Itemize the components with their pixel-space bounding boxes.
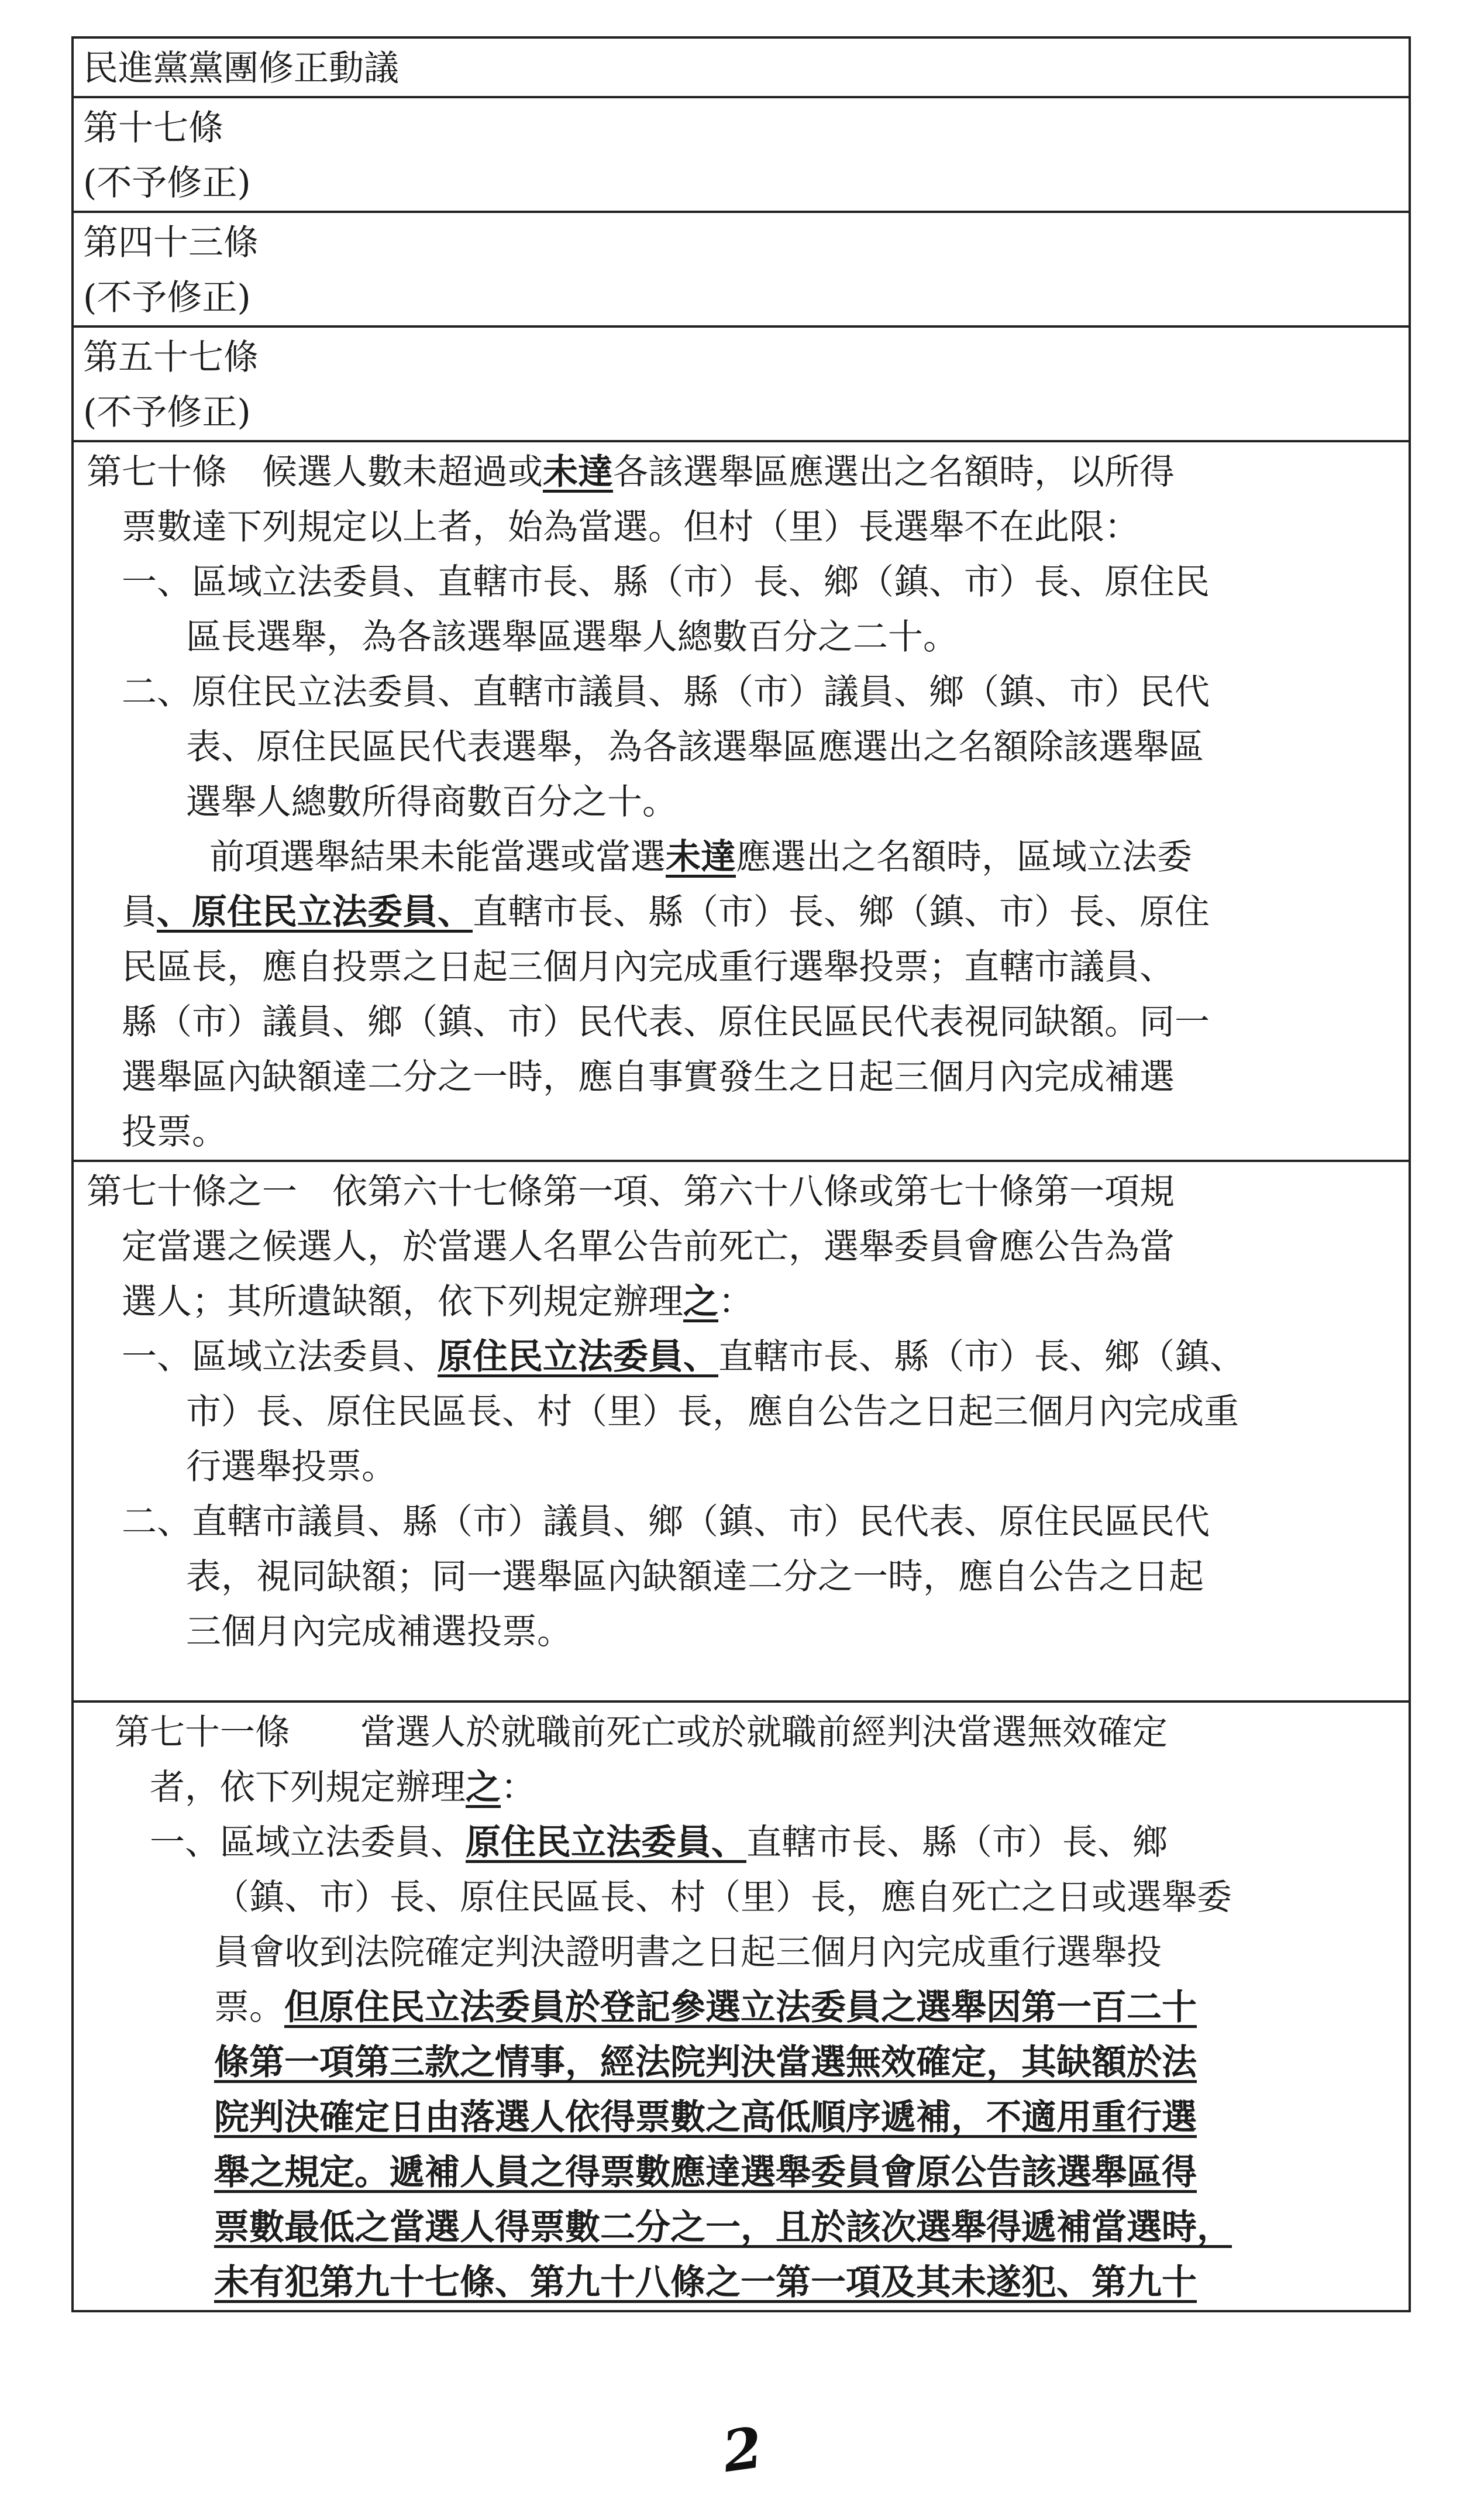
text-run: 直轄市長、縣（市）長、鄉（鎮、 <box>718 1336 1245 1377</box>
article-70-1-line: 表，視同缺額；同一選舉區內缺額達二分之一時，應自公告之日起 <box>186 1556 1204 1597</box>
article-71-line <box>115 1760 1403 1815</box>
amendment-table <box>71 36 1411 2312</box>
article-70-1-line: 市）長、原住民區長、村（里）長，應自公告之日起三個月內完成重 <box>186 1391 1239 1432</box>
amended-text: 未達 <box>666 837 736 878</box>
text-run: 員 <box>122 892 157 933</box>
amended-text: 未達 <box>543 452 613 493</box>
amended-text: 原住民立法委員、 <box>466 1822 746 1863</box>
article-70-line: 選舉區內缺額達二分之一時，應自事實發生之日起三個月內完成補選 <box>122 1057 1175 1098</box>
article-70-1-line <box>87 1329 1403 1384</box>
article-70-line: 區長選舉，為各該選舉區選舉人總數百分之二十。 <box>186 617 958 658</box>
article-70-line <box>87 885 1403 940</box>
article-71-line: （鎮、市）長、原住民區長、村（里）長，應自死亡之日或選舉委 <box>214 1877 1232 1918</box>
article-70-1-cell <box>73 1161 1410 1701</box>
article-71-line <box>115 1980 1403 2035</box>
article-note: (不予修正) <box>83 163 251 204</box>
amended-text: 之 <box>683 1281 718 1322</box>
table-row <box>73 441 1410 1161</box>
article-title: 第四十三條 <box>83 222 259 263</box>
article-17-cell <box>73 97 1410 212</box>
article-70-line: 票數達下列規定以上者，始為當選。但村（里）長選舉不在此限： <box>122 507 1139 548</box>
article-70-line: 縣（市）議員、鄉（鎮、市）民代表、原住民區民代表視同缺額。同一 <box>122 1002 1210 1043</box>
article-70-1-line: 二、直轄市議員、縣（市）議員、鄉（鎮、市）民代表、原住民區民代 <box>122 1501 1210 1542</box>
table-row <box>73 212 1410 326</box>
text-run: 選人；其所遺缺額，依下列規定辦理 <box>122 1281 683 1322</box>
article-71-line: 第七十一條 當選人於就職前死亡或於就職前經判決當選無效確定 <box>115 1712 1168 1753</box>
table-row <box>73 97 1410 212</box>
motion-title: 民進黨黨團修正動議 <box>83 48 399 89</box>
text-run: 各該選舉區應選出之名額時，以所得 <box>613 452 1175 493</box>
article-70-line: 二、原住民立法委員、直轄市議員、縣（市）議員、鄉（鎮、市）民代 <box>122 672 1210 713</box>
article-71-line: 員會收到法院確定判決證明書之日起三個月內完成重行選舉投 <box>214 1932 1162 1973</box>
article-71-line <box>115 1815 1403 1870</box>
article-71-line: 票數最低之當選人得票數二分之一，且於該次選舉得遞補當選時， <box>214 2207 1232 2248</box>
text-run: 直轄市長、縣（市）長、鄉 <box>746 1822 1168 1863</box>
article-70-line: 民區長，應自投票之日起三個月內完成重行選舉投票；直轄市議員、 <box>122 947 1175 988</box>
table-row <box>73 1701 1410 2311</box>
text-run: ： <box>501 1767 536 1808</box>
article-70-line: 選舉人總數所得商數百分之十。 <box>186 782 677 823</box>
article-71-line: 院判決確定日由落選人依得票數之高低順序遞補，不適用重行選 <box>214 2097 1197 2138</box>
text-run: 應選出之名額時，區域立法委 <box>736 837 1192 878</box>
article-70-1-line: 定當選之候選人，於當選人名單公告前死亡，選舉委員會應公告為當 <box>122 1226 1175 1267</box>
amended-text: 之 <box>466 1767 501 1808</box>
article-43-cell <box>73 212 1410 326</box>
table-row <box>73 37 1410 97</box>
article-70-line <box>87 830 1403 885</box>
article-title: 第五十七條 <box>83 337 259 378</box>
article-70-1-line: 第七十條之一 依第六十七條第一項、第六十八條或第七十條第一項規 <box>87 1171 1175 1212</box>
amended-text: 但原住民立法委員於登記參選立法委員之選舉因第一百二十 <box>284 1987 1197 2028</box>
text-run: 第七十條 候選人數未超過或 <box>87 452 543 493</box>
article-57-cell <box>73 326 1410 441</box>
table-row <box>73 326 1410 441</box>
article-70-line <box>87 445 1403 500</box>
article-70-cell <box>73 441 1410 1161</box>
text-run: ： <box>718 1281 753 1322</box>
text-run: 直轄市長、縣（市）長、鄉（鎮、市）長、原住 <box>473 892 1210 933</box>
article-70-1-line: 行選舉投票。 <box>186 1446 397 1487</box>
article-71-line: 未有犯第九十七條、第九十八條之一第一項及其未遂犯、第九十 <box>214 2262 1197 2303</box>
article-71-line: 舉之規定。遞補人員之得票數應達選舉委員會原公告該選舉區得 <box>214 2152 1197 2193</box>
article-70-1-line <box>87 1274 1403 1329</box>
text-run: 前項選舉結果未能當選或當選 <box>209 837 666 878</box>
amended-text: 、原住民立法委員、 <box>157 892 473 933</box>
article-70-line: 投票。 <box>122 1112 227 1153</box>
header-cell <box>73 37 1410 97</box>
amended-text: 原住民立法委員、 <box>438 1336 718 1377</box>
text-run: 者，依下列規定辦理 <box>150 1767 466 1808</box>
article-note: (不予修正) <box>83 392 251 433</box>
article-note: (不予修正) <box>83 277 251 318</box>
article-70-1-line: 三個月內完成補選投票。 <box>186 1611 572 1652</box>
article-71-line: 條第一項第三款之情事，經法院判決當選無效確定，其缺額於法 <box>214 2042 1197 2083</box>
article-71-cell <box>73 1701 1410 2311</box>
text-run: 一、區域立法委員、 <box>150 1822 466 1863</box>
text-run: 票。 <box>214 1987 284 2028</box>
article-70-line: 一、區域立法委員、直轄市長、縣（市）長、鄉（鎮、市）長、原住民 <box>122 562 1210 603</box>
page-number: 2 <box>718 2414 767 2486</box>
article-title: 第十七條 <box>83 108 223 149</box>
table-row <box>73 1161 1410 1701</box>
text-run: 一、區域立法委員、 <box>122 1336 438 1377</box>
article-70-line: 表、原住民區民代表選舉，為各該選舉區應選出之名額除該選舉區 <box>186 727 1204 768</box>
